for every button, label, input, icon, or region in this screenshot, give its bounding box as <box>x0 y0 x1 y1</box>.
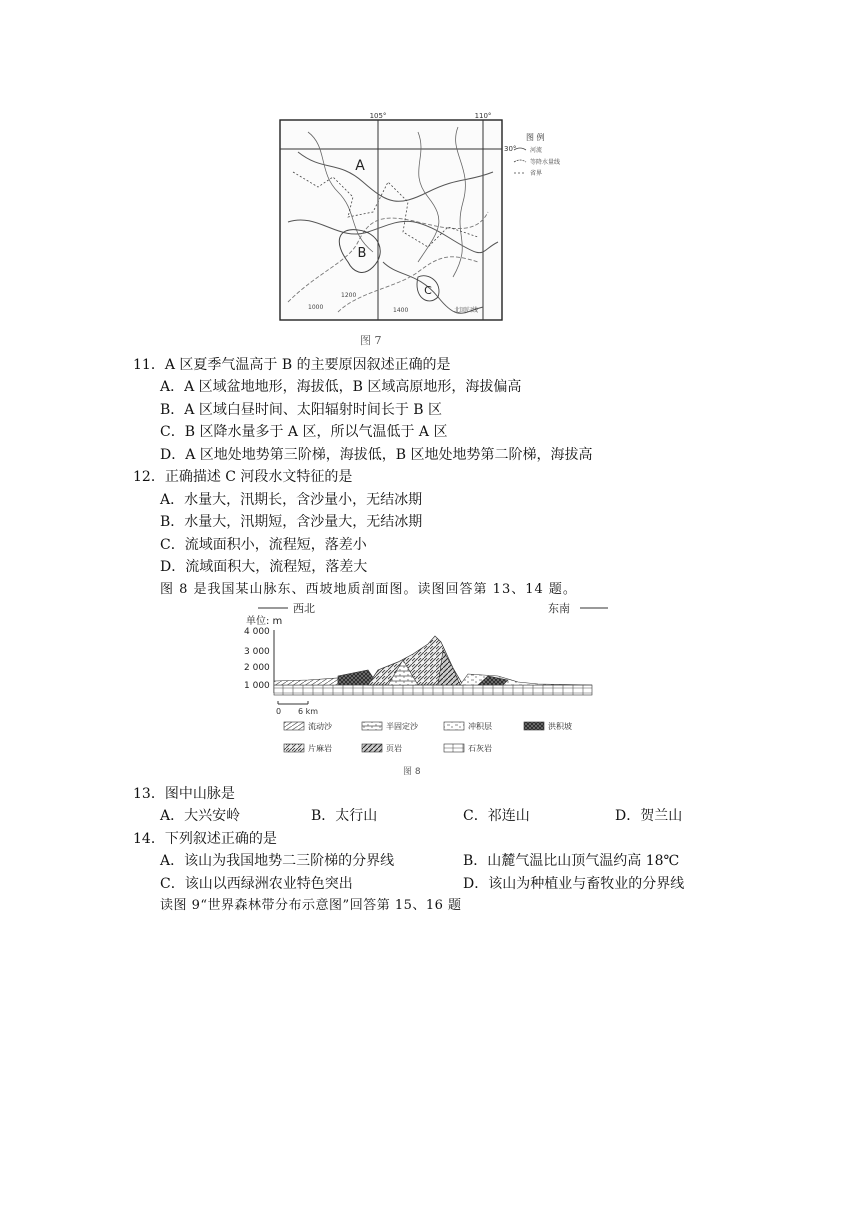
y-tick: 2 000 <box>244 663 270 673</box>
tropic-label: 北回归线 <box>454 307 479 314</box>
question-11-option-c: C．B 区降水量多于 A 区，所以气温低于 A 区 <box>160 424 448 440</box>
question-13-option-c: C．祁连山 <box>463 808 530 824</box>
legend-border: 省界 <box>530 170 543 177</box>
legend-shifting-sand: 流动沙 <box>308 722 332 731</box>
question-13-stem: 13．图中山脉是 <box>133 786 235 802</box>
legend-title: 图 例 <box>526 133 545 142</box>
y-tick: 4 000 <box>244 627 270 637</box>
legend-alluvium: 冲积层 <box>468 722 492 731</box>
lon-label-110: 110° <box>474 112 492 120</box>
region-label-c: C <box>424 284 432 297</box>
contour-label: 1200 <box>341 292 357 299</box>
figure-7-map <box>278 112 598 332</box>
question-12-option-d: D．流域面积大，流程短，落差大 <box>160 559 368 575</box>
figure-8-intro: 图 8 是我国某山脉东、西坡地质剖面图。读图回答第 13、14 题。 <box>160 582 577 597</box>
question-12-option-b: B．水量大，汛期短，含沙量大，无结冰期 <box>160 514 423 530</box>
question-12-option-c: C．流域面积小，流程短，落差小 <box>160 537 367 553</box>
question-11-option-d: D．A 区地处地势第三阶梯，海拔低，B 区地处地势第二阶梯，海拔高 <box>160 447 593 463</box>
y-tick: 1 000 <box>244 681 270 691</box>
legend-limestone: 石灰岩 <box>468 744 492 753</box>
legend-isohyet: 等降水量线 <box>530 159 561 166</box>
legend-shale: 页岩 <box>386 744 402 753</box>
question-14-stem: 14．下列叙述正确的是 <box>133 831 277 847</box>
question-11-stem: 11．A 区夏季气温高于 B 的主要原因叙述正确的是 <box>133 357 451 373</box>
unit-label: 单位: m <box>246 616 283 627</box>
scale-zero: 0 <box>276 707 282 716</box>
contour-label: 1400 <box>393 307 409 314</box>
contour-label: 1000 <box>308 304 324 311</box>
direction-southeast: 东南 <box>548 602 570 615</box>
region-label-b: B <box>357 246 367 261</box>
y-tick: 3 000 <box>244 647 270 657</box>
question-14-option-d: D．该山为种植业与畜牧业的分界线 <box>463 876 685 892</box>
legend-river: 河流 <box>530 147 543 154</box>
legend-gneiss: 片麻岩 <box>308 744 332 753</box>
question-13-option-d: D．贺兰山 <box>615 808 683 824</box>
figure-8-caption: 图 8 <box>403 767 421 777</box>
question-12-stem: 12．正确描述 C 河段水文特征的是 <box>133 469 353 485</box>
question-14-option-b: B．山麓气温比山顶气温约高 18℃ <box>463 853 680 869</box>
question-14-option-a: A．该山为我国地势二三阶梯的分界线 <box>160 853 395 869</box>
legend-semifixed-sand: 半固定沙 <box>386 722 418 731</box>
question-12-option-a: A．水量大，汛期长，含沙量小，无结冰期 <box>160 492 423 508</box>
figure-9-intro: 读图 9“世界森林带分布示意图”回答第 15、16 题 <box>160 898 462 913</box>
question-11-option-b: B．A 区域白昼时间、太阳辐射时间长于 B 区 <box>160 402 443 418</box>
scale-6km: 6 km <box>298 707 319 716</box>
question-13-option-a: A．大兴安岭 <box>160 808 241 824</box>
question-14-option-c: C．该山以西绿洲农业特色突出 <box>160 876 353 892</box>
figure-7-caption: 图 7 <box>360 334 382 347</box>
legend-pluvial-slope: 洪积坡 <box>548 722 572 731</box>
region-label-a: A <box>355 158 365 174</box>
question-11-option-a: A．A 区域盆地地形，海拔低，B 区域高原地形，海拔偏高 <box>160 379 522 395</box>
direction-northwest: 西北 <box>293 602 315 615</box>
figure-8-profile <box>238 598 618 778</box>
question-13-option-b: B．太行山 <box>311 808 378 824</box>
lon-label-105: 105° <box>369 112 387 120</box>
lat-label-30: 30° <box>504 145 517 153</box>
